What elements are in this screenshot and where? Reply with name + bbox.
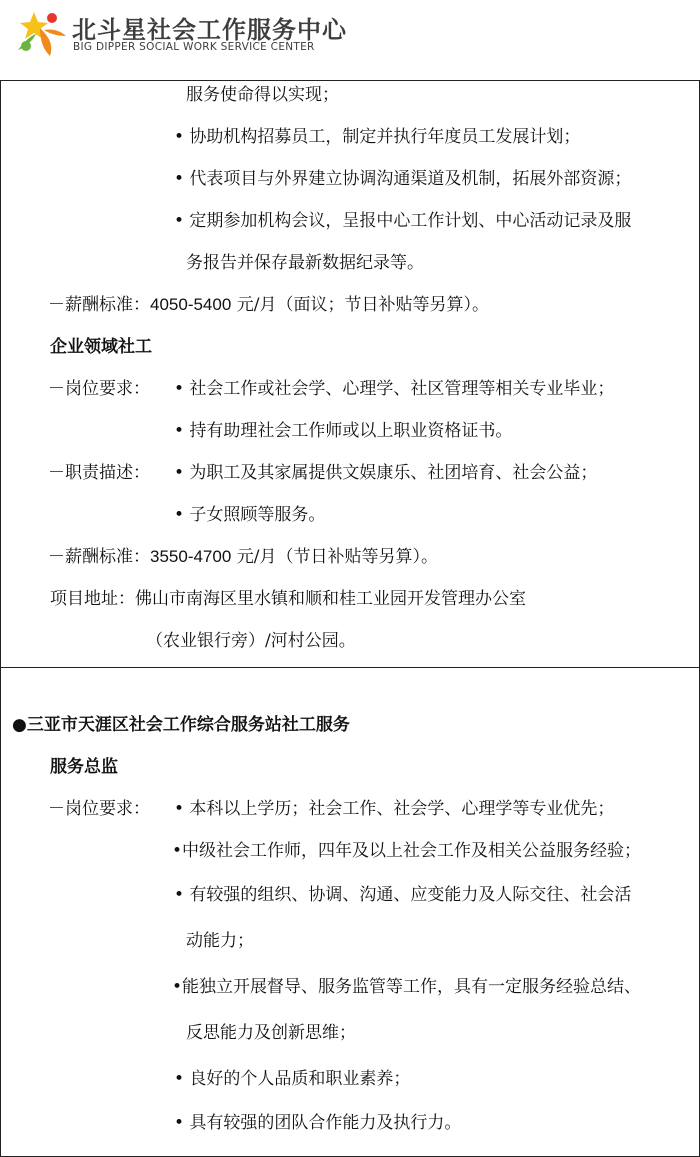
project-address: 项目地址：佛山市南海区里水镇和顺和桂工业园开发管理办公室 xyxy=(50,589,526,609)
requirements-label: －岗位要求： xyxy=(48,379,150,399)
list-item: • 代表项目与外界建立协调沟通渠道及机制，拓展外部资源； xyxy=(174,169,632,189)
big-dipper-logo-icon xyxy=(14,6,68,58)
text-line: 反思能力及创新思维； xyxy=(186,1023,356,1043)
list-item: • 定期参加机构会议，呈报中心工作计划、中心活动记录及服 xyxy=(174,211,632,231)
list-item: • 持有助理社会工作师或以上职业资格证书。 xyxy=(174,421,513,441)
brand-name: 北斗星社会工作服务中心 xyxy=(72,16,347,44)
salary-range: 3550-4700 xyxy=(150,547,232,566)
requirements-label: －岗位要求： xyxy=(48,799,150,819)
salary-line xyxy=(48,294,489,316)
section-title: ●三亚市天涯区社会工作综合服务站社工服务 xyxy=(12,715,350,735)
list-item: • 本科以上学历；社会工作、社会学、心理学等专业优先； xyxy=(174,799,615,819)
text-line: 动能力； xyxy=(186,931,254,951)
list-item: • 良好的个人品质和职业素养； xyxy=(174,1069,411,1089)
brand-name-en: BIG DIPPER SOCIAL WORK SERVICE CENTER xyxy=(73,41,315,53)
salary-note: 元/月（面议；节日补贴等另算）。 xyxy=(231,295,489,315)
salary-label: －薪酬标准： xyxy=(48,295,150,315)
list-item: • 有较强的组织、协调、沟通、应变能力及人际交往、社会活 xyxy=(174,885,632,905)
header xyxy=(0,0,700,78)
row-divider xyxy=(0,667,700,668)
salary-note: 元/月（节日补贴等另算）。 xyxy=(231,547,438,567)
role-heading: 企业领域社工 xyxy=(50,337,152,357)
list-item: • 为职工及其家属提供文娱康乐、社团培育、社会公益； xyxy=(174,463,598,483)
salary-label: －薪酬标准： xyxy=(48,547,150,567)
list-item: • 具有较强的团队合作能力及执行力。 xyxy=(174,1113,462,1133)
text-line: 服务使命得以实现； xyxy=(186,85,339,105)
project-address-cont: （农业银行旁）/河村公园。 xyxy=(146,631,356,651)
list-item: • 子女照顾等服务。 xyxy=(174,505,326,525)
text-line: 务报告并保存最新数据纪录等。 xyxy=(186,253,424,273)
list-item: •中级社会工作师，四年及以上社会工作及相关公益服务经验； xyxy=(172,841,642,861)
salary-range: 4050-5400 xyxy=(150,295,232,314)
list-item: • 协助机构招募员工，制定并执行年度员工发展计划； xyxy=(174,127,581,147)
role-heading: 服务总监 xyxy=(50,757,118,777)
salary-line xyxy=(48,546,438,568)
list-item: • 社会工作或社会学、心理学、社区管理等相关专业毕业； xyxy=(174,379,615,399)
duties-label: －职责描述： xyxy=(48,463,150,483)
list-item: •能独立开展督导、服务监管等工作，具有一定服务经验总结、 xyxy=(172,977,642,997)
